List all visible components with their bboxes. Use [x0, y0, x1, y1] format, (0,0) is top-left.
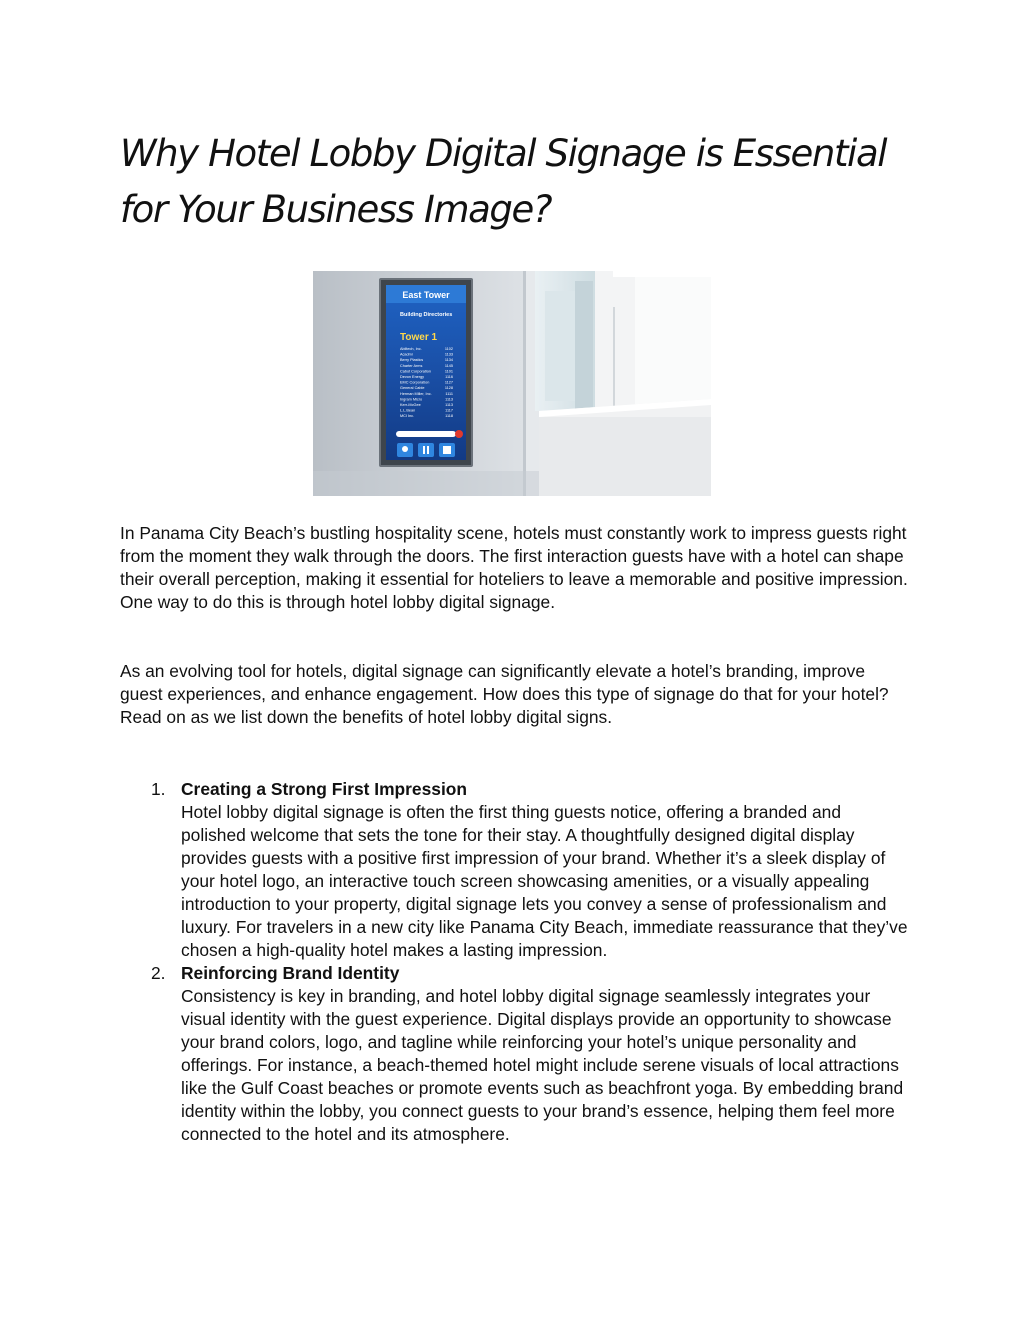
list-heading: Reinforcing Brand Identity: [181, 963, 400, 983]
sign-subheader: Building Directories: [400, 312, 453, 318]
touch-indicator-icon: [455, 430, 463, 438]
directory-suite: 1101: [444, 369, 453, 374]
list-text: Hotel lobby digital signage is often the first thing guests notice, offering a branded and polished welcome that sets the tone for their stay. A thoughtfully designed digital display provides guests with a positive first impression of your brand. Whether it’s a sleek display of your hotel logo, an interactive touch screen showcasing amenities, or a visually appealing introduction to your property, digital signage lets you convey a sense of professionalism and luxury. For travelers in a new city like Panama City Beach, immediate reassurance that they’ve chosen a high-quality hotel makes a lasting impression.: [181, 802, 908, 960]
directory-name: MCI Inc.: [400, 414, 415, 419]
directory-name: Abiltech, Inc.: [400, 347, 422, 351]
directory-suite: 1113: [445, 403, 453, 407]
list-number: 1.: [151, 779, 166, 799]
hero-illustration: [313, 271, 711, 496]
map-pin-icon: [402, 446, 408, 452]
directory-name: Cabot Corporation: [400, 369, 432, 374]
directory-suite: 1116: [445, 375, 453, 379]
directory-suite: 1127: [444, 380, 453, 385]
directory-suite: 1117: [445, 408, 453, 413]
restroom-icon: [423, 446, 425, 454]
benefits-list: [120, 778, 910, 1146]
directory-name: Charter Arms: [400, 363, 423, 368]
directory-name: Kerr-McGee: [400, 403, 421, 407]
directory-name: EMC Corporation: [400, 380, 430, 385]
directory-suite: 1111: [445, 391, 453, 396]
directory-name: General Cable: [400, 386, 425, 391]
directory-suite: 1118: [445, 414, 453, 419]
list-item: [120, 778, 910, 962]
directory-name: L.L.Bean: [400, 408, 416, 413]
directory-suite: 1133: [444, 352, 453, 357]
directory-name: Devon Energy: [400, 375, 425, 379]
list-text: Consistency is key in branding, and hotel lobby digital signage seamlessly integrates your visual identity with the guest experience. Digital displays provide an opportunity to showcase your brand colors, logo, and tagline while reinforcing your hotel’s unique personality and offerings. For instance, a beach-themed hotel might include serene visuals of local attractions like the Gulf Coast beaches or promote events such as beachfront yoga. By embedding brand identity within the lobby, you connect guests to your brand’s essence, helping them feel more connected to the hotel and its atmosphere.: [181, 986, 904, 1144]
directory-suite: 1113: [445, 397, 453, 402]
sign-tower: Tower 1: [400, 332, 438, 343]
digital-signage-photo: [313, 271, 711, 496]
intro-paragraph: In Panama City Beach’s bustling hospitality scene, hotels must constantly work to impress guests right from the moment they walk through the doors. The first interaction guests have with a hotel can shape their overall perception, making it essential for hoteliers to leave a memorable and positive impression. One way to do this is through hotel lobby digital signage.: [120, 523, 908, 612]
list-item: [120, 962, 910, 1146]
elevator-icon: [443, 446, 451, 454]
sign-header: East Tower: [402, 290, 450, 300]
list-number: 2.: [151, 963, 166, 983]
directory-suite: 1134: [444, 358, 453, 363]
directory-name: Acadmi: [400, 352, 413, 357]
directory-name: Herman Miller, Inc.: [400, 391, 432, 396]
second-paragraph: As an evolving tool for hotels, digital signage can significantly elevate a hotel’s branding, improve guest experiences, and enhance engagement. How does this type of signage do that for your hotel? Read on as we list down the benefits of hotel lobby digital signs.: [120, 661, 889, 727]
directory-suite: 1145: [444, 363, 453, 368]
directory-name: Berry Plastics: [400, 358, 424, 363]
directory-suite: 1128: [444, 386, 453, 391]
directory-suite: 1102: [444, 347, 453, 351]
directory-name: Ingram Micro: [400, 397, 423, 402]
page-title: Why Hotel Lobby Digital Signage is Essential for Your Business Image?: [120, 132, 887, 231]
list-heading: Creating a Strong First Impression: [181, 779, 468, 799]
